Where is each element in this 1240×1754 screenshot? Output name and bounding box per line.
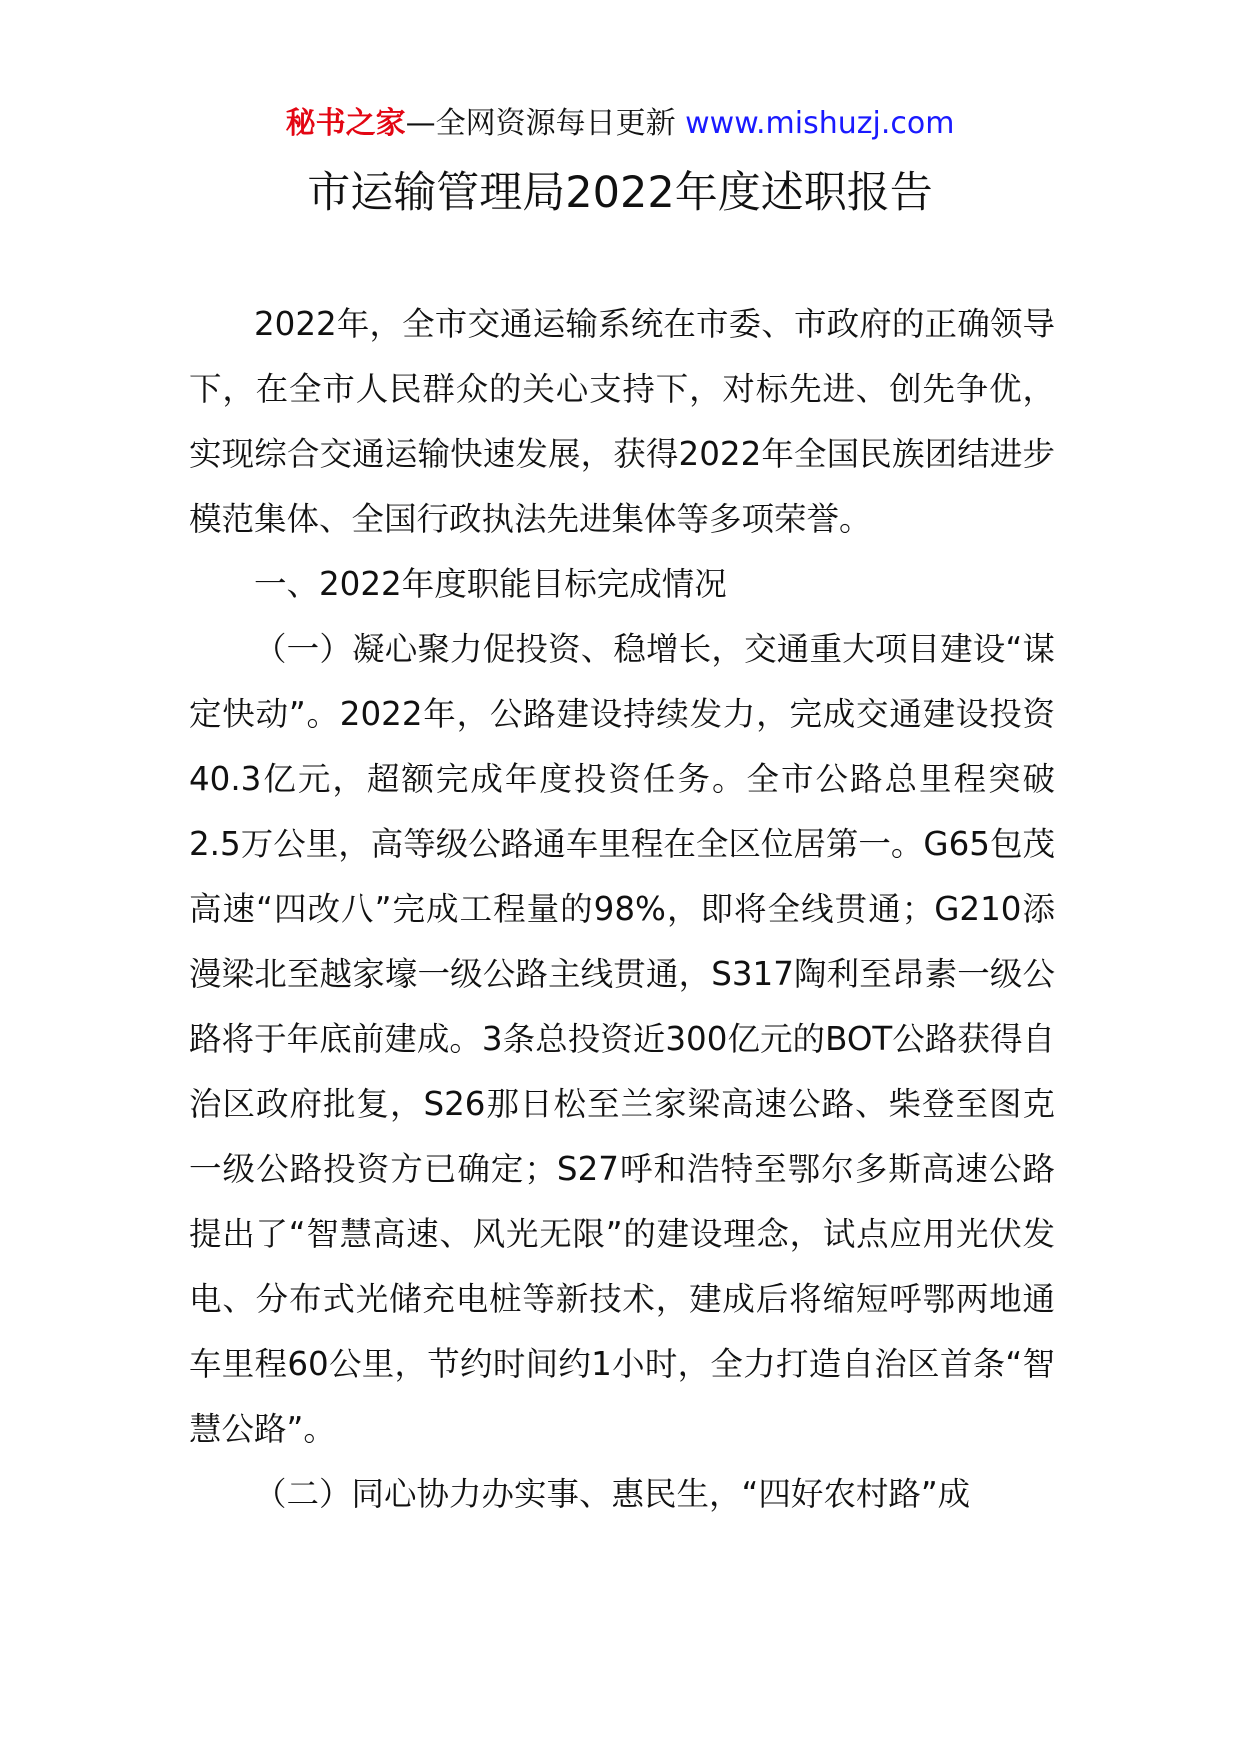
document-title: 市运输管理局2022年度述职报告 — [307, 168, 933, 218]
paragraph-investment: （一）凝心聚力促投资、稳增长，交通重大项目建设“谋定快动”。2022年，公路建设持续发力，完成交通建设投资40.3亿元，超额完成年度投资任务。全市公路总里程突破2.5万公里，高等级公路通车里程在全区位居第一。G65包茂高速“四改八”完成工程量的98%，即将全线贯通；G210添漫梁北至越家壕一级公路主线贯通，S317陶利至昂素一级公路将于年底前建成。3条总投资近300亿元的BOT公路获得自治区政府批复，S26那日松至兰家梁高速公路、柴登至图克一级公路投资方已确定；S27呼和浩特至鄂尔多斯高速公路提出了“智慧高速、风光无限”的建设理念，试点应用光伏发电、分布式光储充电桩等新技术，建成后将缩短呼鄂两地通车里程60公里，节约时间约1小时，全力打造自治区首条“智慧公路”。 — [189, 630, 1055, 1448]
site-header — [0, 102, 1240, 146]
site-brand: 秘书之家 — [285, 106, 406, 141]
paragraph-intro: 2022年，全市交通运输系统在市委、市政府的正确领导下，在全市人民群众的关心支持下，对标先进、创先争优，实现综合交通运输快速发展，获得2022年全国民族团结进步模范集体、全国行政执法先进集体等多项荣誉。 — [189, 305, 1055, 538]
site-slogan: —全网资源每日更新 — [405, 106, 686, 141]
site-url-link[interactable]: www.mishuzj.com — [685, 106, 955, 141]
document-body — [189, 292, 1055, 1527]
section-heading: 一、2022年度职能目标完成情况 — [254, 565, 727, 603]
paragraph-livelihood: （二）同心协力办实事、惠民生，“四好农村路”成 — [254, 1475, 971, 1513]
